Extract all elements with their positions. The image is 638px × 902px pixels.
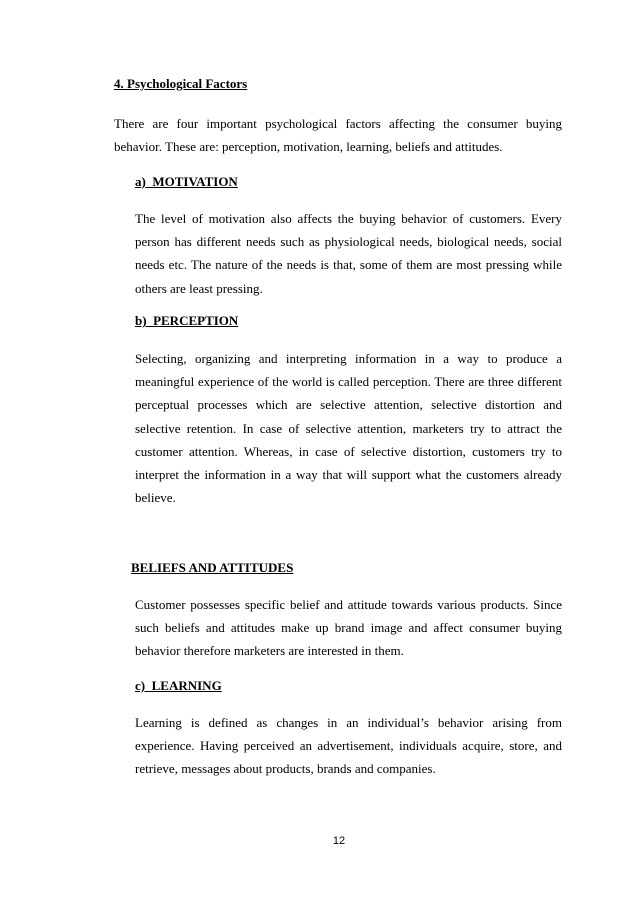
motivation-paragraph: The level of motivation also affects the buying behavior of customers. Every person has different needs such as physiological needs, biological needs, social needs etc. The nature of the needs is that, some of them are most pressing while others are least pressing.: [135, 211, 562, 296]
subsection-heading-learning: [135, 678, 222, 694]
subsection-label: c): [135, 678, 146, 693]
section-title: Psychological Factors: [127, 76, 248, 91]
subsection-title: LEARNING: [151, 678, 222, 693]
perception-paragraph: Selecting, organizing and interpreting information in a way to produce a meaningful experience of the world is called perception. There are three different perceptual processes which are selective attention, selective distortion and selective retention. In case of selective attention, marketers try to attract the customer attention. Whereas, in case of selective distortion, customers try to interpret the information in a way that will support what the customers already believe.: [135, 351, 562, 506]
subsection-heading-motivation: [135, 174, 238, 190]
subsection-title: PERCEPTION: [153, 313, 239, 328]
subsection-heading-beliefs: BELIEFS AND ATTITUDES: [131, 560, 294, 575]
subsection-heading-perception: [135, 313, 238, 329]
subsection-label: a): [135, 174, 146, 189]
intro-paragraph: There are four important psychological factors affecting the consumer buying behavior. These are: perception, motivation, learning, beliefs and attitudes.: [114, 116, 562, 155]
learning-paragraph: Learning is defined as changes in an individual’s behavior arising from experience. Having perceived an advertisement, individuals acquire, store, and retrieve, messages about products, brands and companies.: [135, 715, 562, 777]
subsection-title: MOTIVATION: [152, 174, 238, 189]
beliefs-paragraph: Customer possesses specific belief and attitude towards various products. Since such beliefs and attitudes make up brand image and affect consumer buying behavior therefore marketers are interested in them.: [135, 597, 562, 659]
section-heading: [114, 76, 247, 92]
section-number: 4.: [114, 76, 124, 91]
subsection-label: b): [135, 313, 147, 328]
page-number: 12: [332, 835, 346, 847]
